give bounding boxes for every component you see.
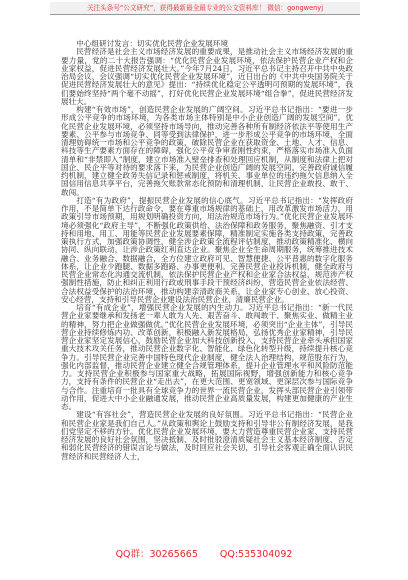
paragraph-intro: 民营经济是社会主义市场经济发展的重要成果，是推动社会主义市场经济发展的重要力量，党的二十大报告强调：“优化民营企业发展环境，依法保护民营企业产权和企业家权益，促进民营经济发展壮大。”今年7月24日，习近平总书记主持召开中共中央政治局会议，会议强调“切实优化民营企业发展环境”，近日出台的《中共中央国务院关于促进民营经济发展壮大的意见》提出：“持续优化稳定公平透明可预期的发展环境”，我们要始终坚持“两个毫不动摇”，打好优化民营企业发展环境“组合拳”，促进民营经济发展壮大。 [61,47,353,106]
header-banner: 关注头条号“公文研究”，获得最新最全最专业的公文资料库！ 微信：gongwenyj [50,2,360,15]
page-footer [0,549,408,561]
footer-qq: QQ:535304092 [219,549,293,560]
paragraph-successful-enterprises: 培育“有成企业”，增强民营企业发展的内生动力。习近平总书记指出：“新一代民营企业家要继承和发扬老一辈人敢为人先、艰苦奋斗、敢闯敢干、聚焦实业、做精主业的精神，努力把企业做强做优。”优化民营企业发展环境，必须突出“企业主体”，引导民营企业持续修炼内功、改革创新，积极融入新发展格局，弘扬优秀企业家精神，引导民营企业家坚定发展信心，鼓励民营企业加大科技创新投入，支持民营企业牵头承担国家重大技术攻关任务，推动民营企业数字化、智能化、绿色化转型升级，持续提升核心竞争力。引导民营企业完善中国特色现代企业制度，健全法人治理结构，规范股东行为，强化内部监督，推动民营企业建立健全合规管理体系，提升企业管理水平和风险防范能力。支持民营企业积极参与国家重大战略，拓展国际视野，增强创新能力和核心竞争力，支持有条件的民营企业“走出去”，在更大范围、更宽领域、更深层次参与国际竞争与合作。注重培育一批具有全球竞争力的世界一流民营企业，发挥头部民营企业引领带动作用，促进大中小企业融通发展，推动民营企业高质量发展，构建更加健康的产业生态。 [61,303,353,411]
paragraph-effective-market: 构建“有效市场”，创造民营企业发展的广阔空间。习近平总书记指出：“要进一步形成公平竞争的市场环境，为各类市场主体特别是中小企业创造广阔的发展空间”。优化民营企业发展环境，必须坚持市场导向，推动完善各种所有制经济依法平等使用生产要素、公平参与市场竞争、同等受到法律保护，进一步形成公平竞争的市场环境，全面清理妨碍统一市场和公平竞争的政策，破除民营企业在获取资金、土地、人才、信息、科技等生产要素方面存在的障碍，强化公平竞争审查刚性约束，严格落实市场准入负面清单和“非禁即入”制度，建立市场准入壁垒排查和处理回应机制，从制度和法律上把对国企、民企平等对待的要求落下来，为民营企业创造广阔的发展空间。完善政府诚信履约机制，建立健全政务失信记录和惩戒制度，将机关、事业单位的违约拖欠信息纳入全国信用信息共享平台，完善拖欠账款常态化预防和清理机制，让民营企业敢投、敢干、敢闯。 [61,105,353,197]
document-title: 中心组研讨发言：切实优化民营企业发展环境 [76,39,229,48]
footer-qq-group: QQ群：30265665 [115,549,198,560]
paragraph-inclusive-society: 建设“有容社会”，营造民营企业发展的良好氛围。习近平总书记指出：“民营企业和民营企业家是我们自己人。”从政策和舆论上鼓励支持和引导非公有制经济发展，是我们党坚定不移的方针。优化民营企业发展环境，要大力营造尊重民营企业家、支持民营经济发展的良好社会氛围，坚决抵制、及时批驳澄清质疑社会主义基本经济制度、否定和弱化民营经济的错误言论与做法，及时回应社会关切，引导社会客观正确全面认识民营经济和民营经济人士， [61,410,353,461]
paragraph-capable-government: 打造“有为政府”，提振民营企业发展的信心底气。习近平总书记指出：“发挥政府作用，不是简单下达行政命令，要在尊重市场规律的基础上，用改革激发市场活力，用政策引导市场预期，用规划明确投资方向，用法治规范市场行为。”优化民营企业发展环境必须强化“政府主导”，不断强化政策供给、法治保障和政务服务，聚焦融资、引才支持和用地、用工、用能等民营企业发展要素保障，精准制定实施各类支持政策，完善政策执行方式，加强政策协调性，健全涉企政策全流程评估制度，推动政策精准化、横向协同、纵向联动，让涉企政策红利直达企业。聚焦企业全生命周期服务，统筹推进技术融合、业务融合、数据融合，全方位建立政府可见、智慧便捷、公平普惠的数字化服务体系，让企业少跑腿、数据多跑路、办事更便利。完善民营企业投诉机制，健全政府与民营企业常态化沟通交流机制，依法保护民营企业产权和企业家合法权益，规范涉产权强制性措施，防止和纠正利用行政或刑事手段干预经济纠纷，营造民营企业依法经营、合法权益受保护的法治环境，推动构建亲清政商关系，让企业家专心创业、放心投资、安心经营，支持和引导民营企业建设法治民营企业、清廉民营企业。 [61,195,353,304]
document-body [61,40,353,461]
